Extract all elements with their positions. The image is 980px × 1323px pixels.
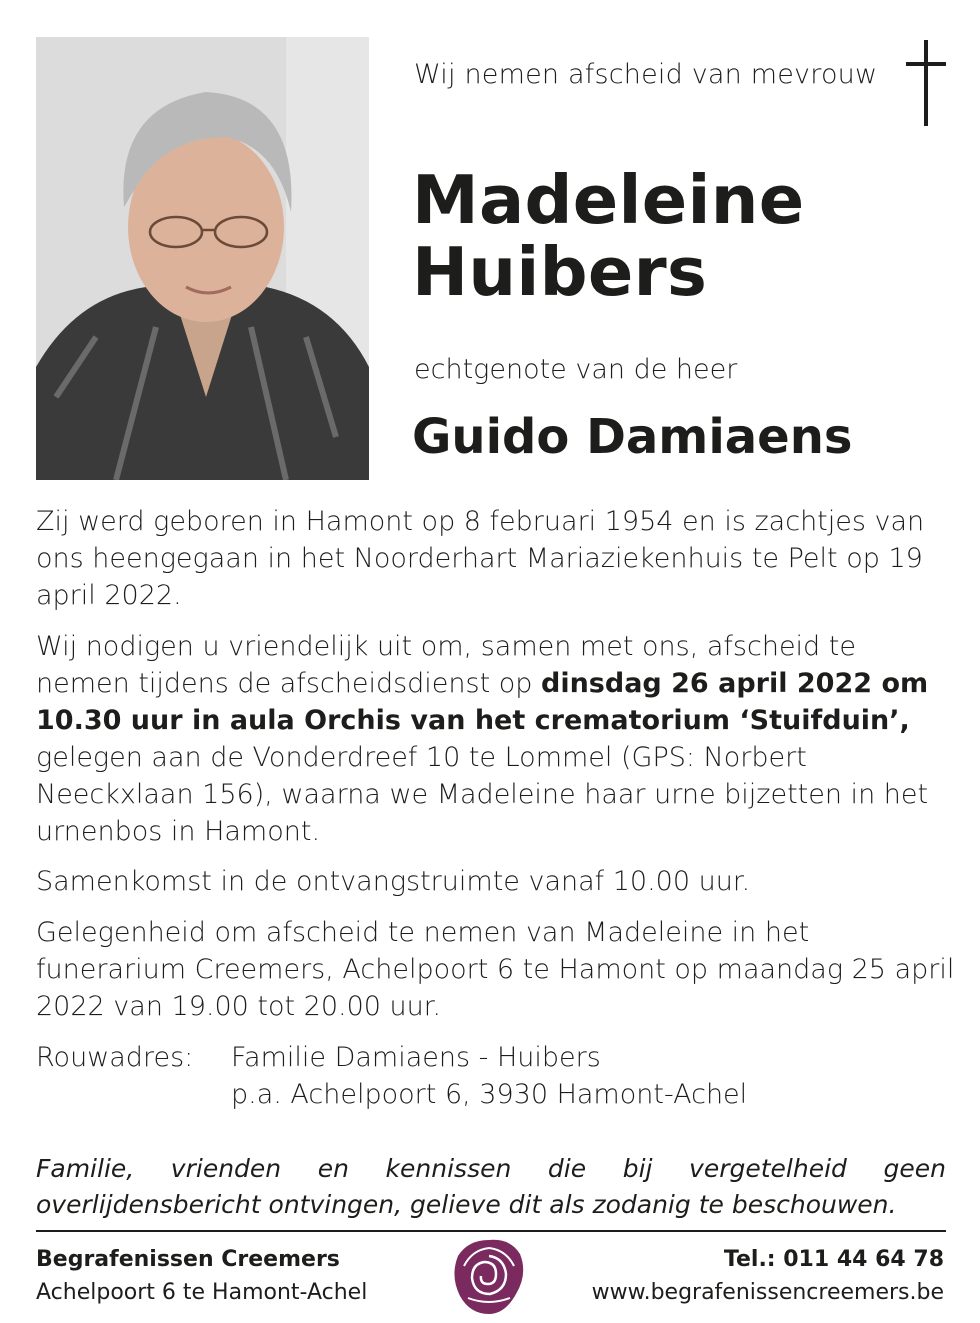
viewing-paragraph: Gelegenheid om afscheid te nemen van Madeleine in het funerarium Creemers, Achelpoort 6 te Hamont op maandag 25 april 2022 van 19.00 tot 20.00 uur. xyxy=(36,917,955,1022)
spouse-name: Guido Damiaens xyxy=(412,409,853,465)
ceremony-intro: Wij nodigen u vriendelijk uit om, samen met ons, afscheid te nemen tijdens de afscheidsdienst op xyxy=(36,631,856,699)
mourning-address-value xyxy=(231,1039,747,1113)
footer-contact-block xyxy=(592,1243,944,1309)
ceremony-paragraph xyxy=(36,628,956,850)
footer-company-block xyxy=(36,1243,367,1309)
gathering-paragraph: Samenkomst in de ontvangstruimte vanaf 10.00 uur. xyxy=(36,866,751,897)
mourning-address-label: Rouwadres: xyxy=(36,1042,194,1073)
ceremony-details: gelegen aan de Vonderdreef 10 te Lommel (GPS: Norbert Neeckxlaan 156), waarna we Madeleine haar urne bijzetten in het urnenbos in Hamont. xyxy=(36,742,929,847)
mourning-address xyxy=(36,1039,956,1113)
footer-divider xyxy=(36,1230,946,1232)
company-address: Achelpoort 6 te Hamont-Achel xyxy=(36,1280,368,1305)
closing-note: Familie, vrienden en kennissen die bij vergetelheid geen overlijdensbericht ontvingen, gelieve dit als zodanig te beschouwen. xyxy=(36,1154,946,1219)
deceased-first-name: Madeleine xyxy=(412,161,805,239)
deceased-name xyxy=(412,161,972,311)
birth-death-paragraph: Zij werd geboren in Hamont op 8 februari 1954 en is zachtjes van ons heengegaan in het Noorderhart Mariaziekenhuis te Pelt op 19 april 2022. xyxy=(36,506,925,611)
mourning-address-line2: p.a. Achelpoort 6, 3930 Hamont-Achel xyxy=(231,1079,748,1110)
announcement-body xyxy=(36,503,956,1113)
ceremony-date-place: dinsdag 26 april 2022 om 10.30 uur in aula Orchis van het crematorium ‘Stuifduin’, xyxy=(36,668,929,736)
rose-logo xyxy=(450,1236,528,1322)
company-name: Begrafenissen Creemers xyxy=(36,1247,340,1272)
deceased-last-name: Huibers xyxy=(412,233,708,311)
intro-text: Wij nemen afscheid van mevrouw xyxy=(414,59,878,90)
company-website[interactable]: www.begrafenissencreemers.be xyxy=(591,1280,944,1305)
portrait-photo xyxy=(36,37,369,480)
spouse-intro-text: echtgenote van de heer xyxy=(414,354,738,385)
cross-icon xyxy=(906,40,946,132)
mourning-address-line1: Familie Damiaens - Huibers xyxy=(231,1042,601,1073)
company-phone: Tel.: 011 44 64 78 xyxy=(723,1247,944,1272)
